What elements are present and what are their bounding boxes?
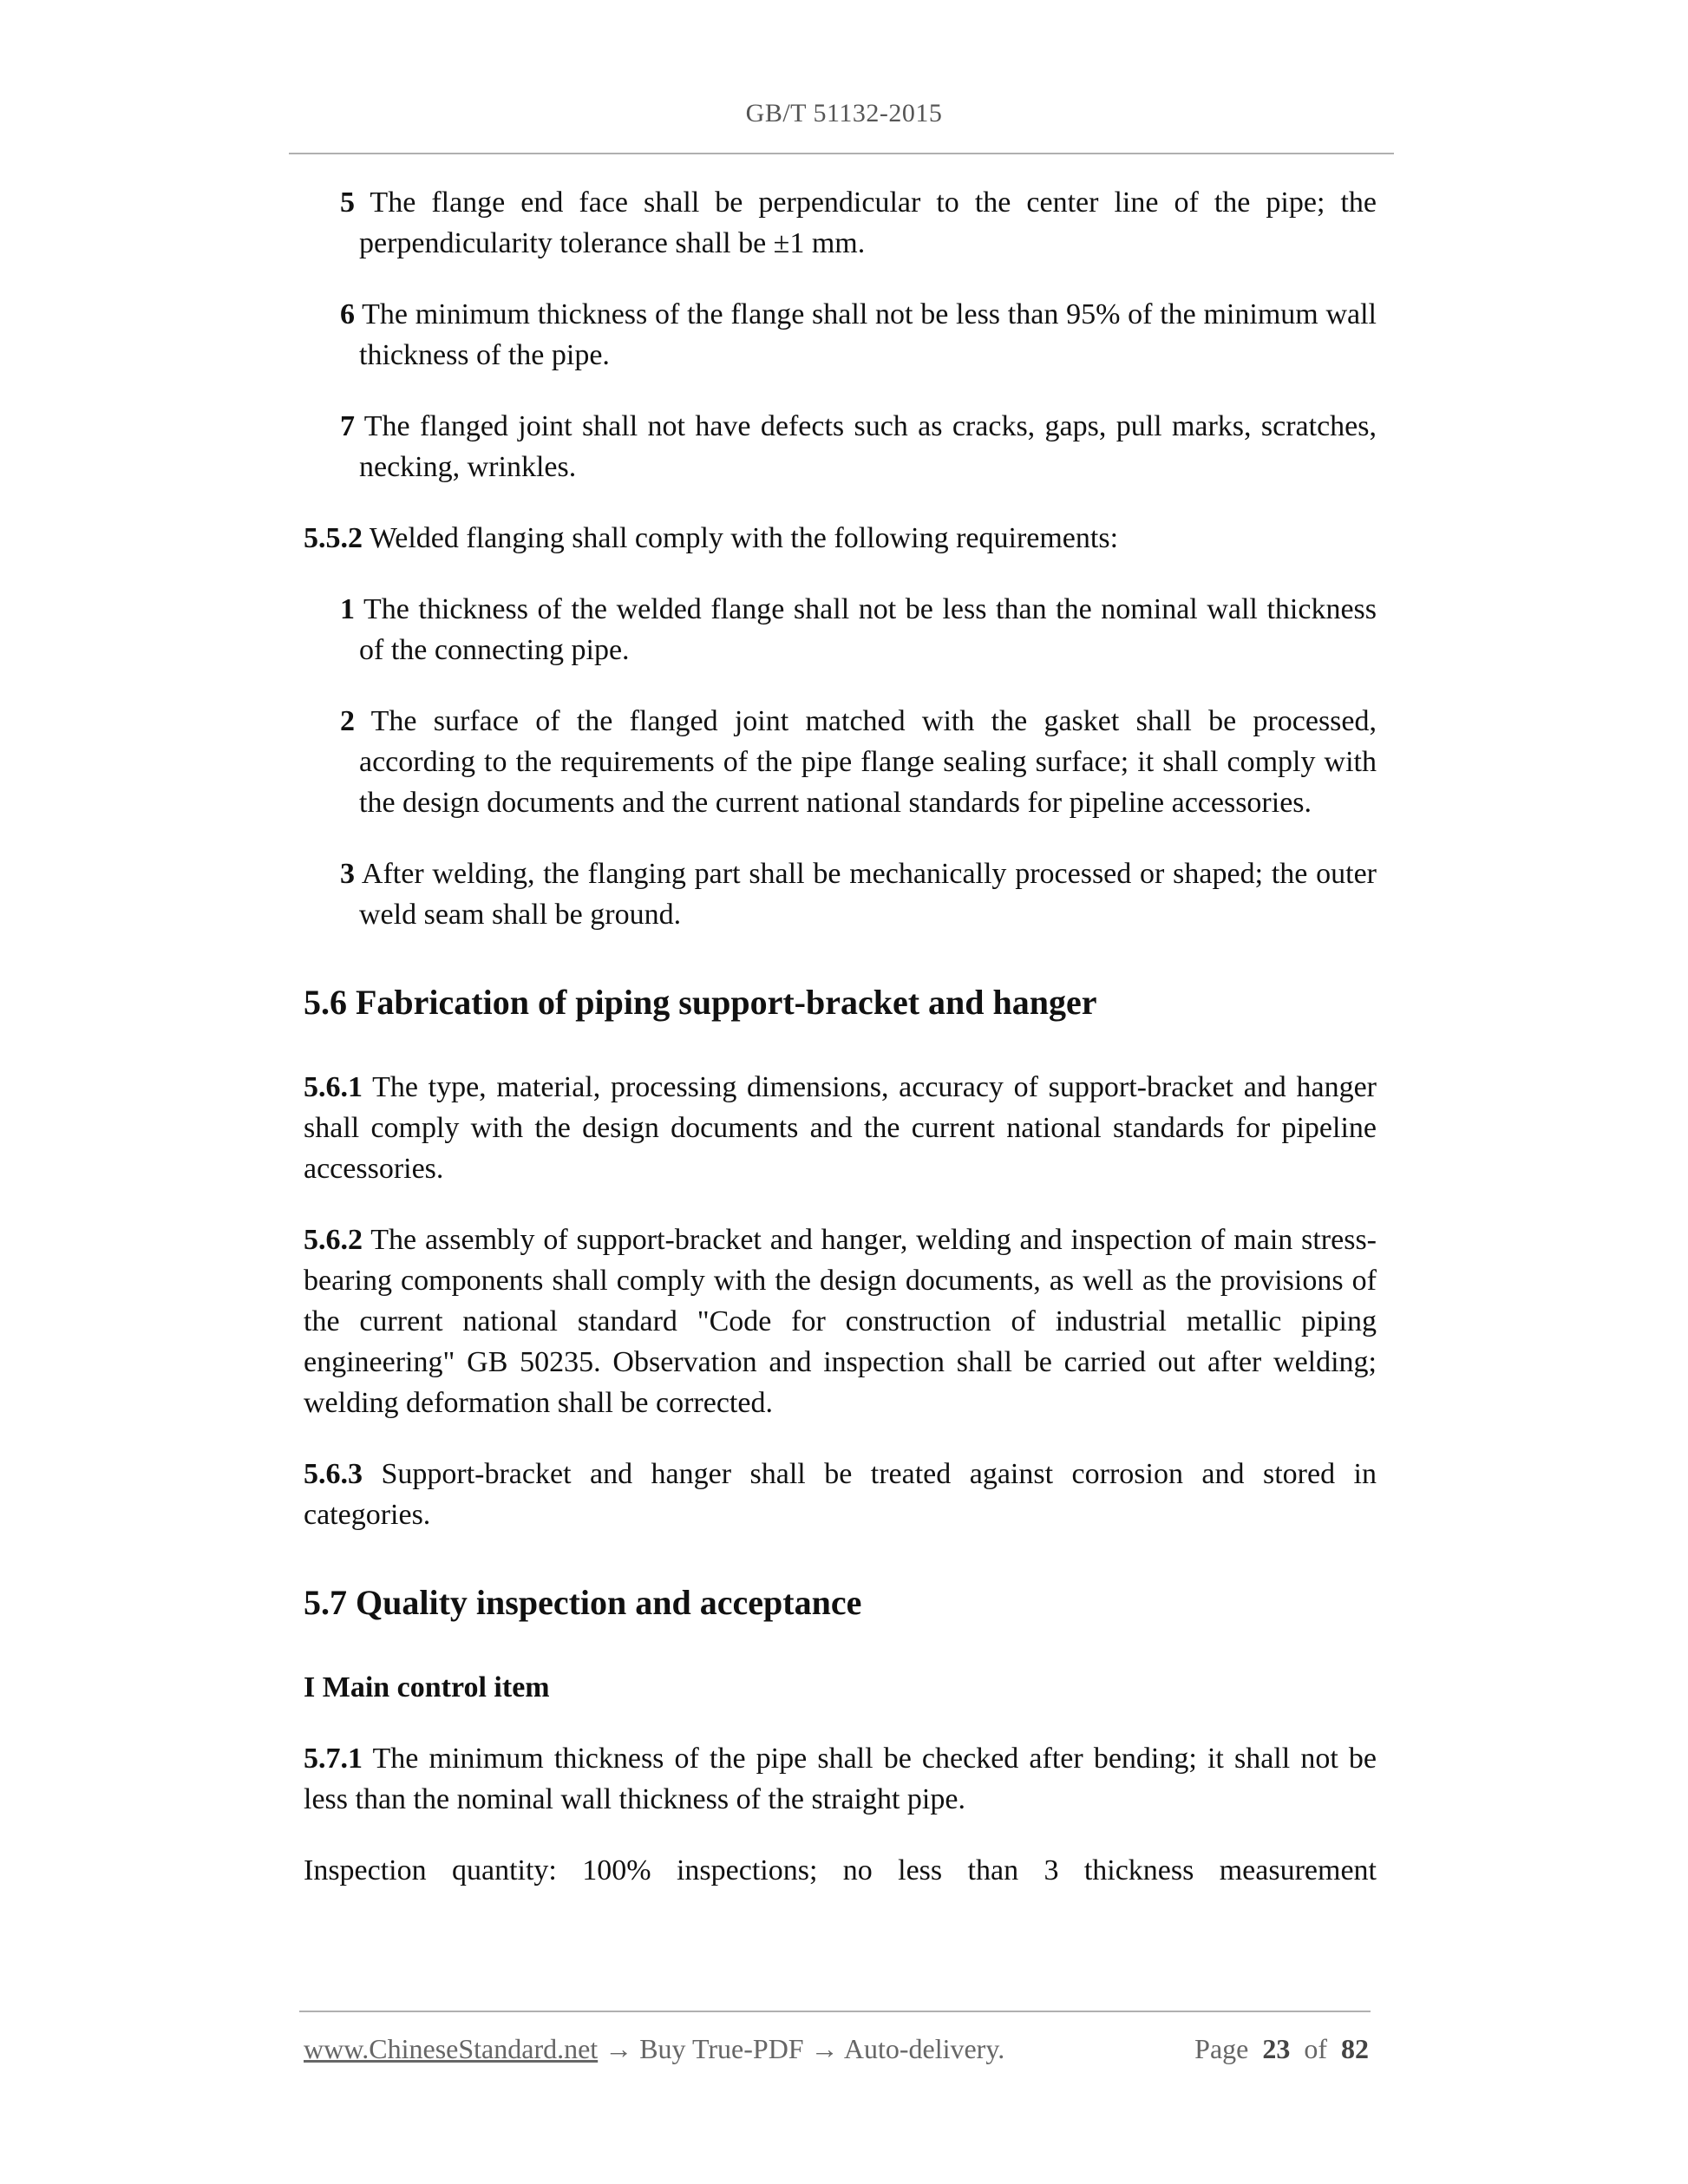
header-divider <box>289 153 1394 154</box>
item-text: The flanged joint shall not have defects such as cracks, gaps, pull marks, scratches, necking, wrinkles. <box>355 410 1377 483</box>
delivery-text: Auto-delivery. <box>843 2033 1005 2064</box>
list-item <box>340 853 1377 935</box>
item-number: 7 <box>340 410 355 442</box>
list-item <box>340 406 1377 487</box>
section-heading-5-6: 5.6 Fabrication of piping support-bracket and hanger <box>304 983 1097 1022</box>
footer-promo <box>304 2033 1004 2065</box>
item-text: The flange end face shall be perpendicular to the center line of the pipe; the perpendicularity tolerance shall be ±1 mm. <box>355 186 1377 259</box>
clause-text: The assembly of support-bracket and hanger, welding and inspection of main stress-bearing components shall comply with the design documents, as well as the provisions of the current national standard "Code for construction of industrial metallic piping engineering" GB 50235. Observation and inspection shall be carried out after welding; welding deformation shall be corrected. <box>304 1224 1377 1419</box>
page-counter <box>1194 2033 1369 2065</box>
total-pages: 82 <box>1341 2033 1369 2064</box>
clause-5-5-2 <box>304 518 1377 559</box>
clause-text: The minimum thickness of the pipe shall be checked after bending; it shall not be less than the nominal wall thickness of the straight pipe. <box>304 1743 1377 1815</box>
clause-number: 5.6.2 <box>304 1224 363 1256</box>
list-item <box>340 294 1377 376</box>
clause-5-6-1 <box>304 1067 1377 1189</box>
section-heading-5-7: 5.7 Quality inspection and acceptance <box>304 1583 862 1622</box>
item-text: The surface of the flanged joint matched with the gasket shall be processed, according to the requirements of the pipe flange sealing surface; it shall comply with the design documents and the current national standards for pipeline accessories. <box>355 705 1377 819</box>
item-number: 3 <box>340 858 355 890</box>
clause-5-7-1 <box>304 1738 1377 1820</box>
clause-text: The type, material, processing dimensions, accuracy of support-bracket and hanger shall comply with the design documents and the current national standards for pipeline accessories. <box>304 1071 1377 1185</box>
page-label: Page <box>1194 2033 1249 2064</box>
site-link[interactable]: www.ChineseStandard.net <box>304 2033 599 2064</box>
arrow-icon: → <box>803 2033 844 2064</box>
subheading-main-control: I Main control item <box>304 1671 550 1703</box>
clause-number: 5.6.3 <box>304 1458 363 1490</box>
item-number: 6 <box>340 298 355 330</box>
footer-divider <box>299 2011 1371 2012</box>
of-label: of <box>1304 2033 1327 2064</box>
item-number: 2 <box>340 705 355 737</box>
list-item <box>340 182 1377 264</box>
clause-text: Support-bracket and hanger shall be treated against corrosion and stored in categories. <box>304 1458 1377 1531</box>
clause-number: 5.7.1 <box>304 1743 363 1775</box>
page-number: 23 <box>1262 2033 1291 2064</box>
clause-number: 5.6.1 <box>304 1071 363 1103</box>
list-item <box>340 589 1377 670</box>
list-item <box>340 701 1377 823</box>
item-number: 1 <box>340 593 355 625</box>
item-text: The thickness of the welded flange shall not be less than the nominal wall thickness of the connecting pipe. <box>355 593 1377 666</box>
clause-number: 5.5.2 <box>304 522 363 554</box>
arrow-icon: → <box>598 2033 640 2064</box>
buy-text: Buy True-PDF <box>639 2033 804 2064</box>
inspection-quantity: Inspection quantity: 100% inspections; no less than 3 thickness measurement <box>304 1854 1377 1886</box>
item-text: The minimum thickness of the flange shall not be less than 95% of the minimum wall thickness of the pipe. <box>355 298 1377 371</box>
item-number: 5 <box>340 186 355 219</box>
running-header: GB/T 51132-2015 <box>745 99 943 128</box>
document-body <box>304 182 1377 1921</box>
clause-5-6-3 <box>304 1454 1377 1535</box>
clause-text: Welded flanging shall comply with the following requirements: <box>363 522 1119 554</box>
item-text: After welding, the flanging part shall be mechanically processed or shaped; the outer weld seam shall be ground. <box>355 858 1377 931</box>
clause-5-6-2 <box>304 1220 1377 1423</box>
